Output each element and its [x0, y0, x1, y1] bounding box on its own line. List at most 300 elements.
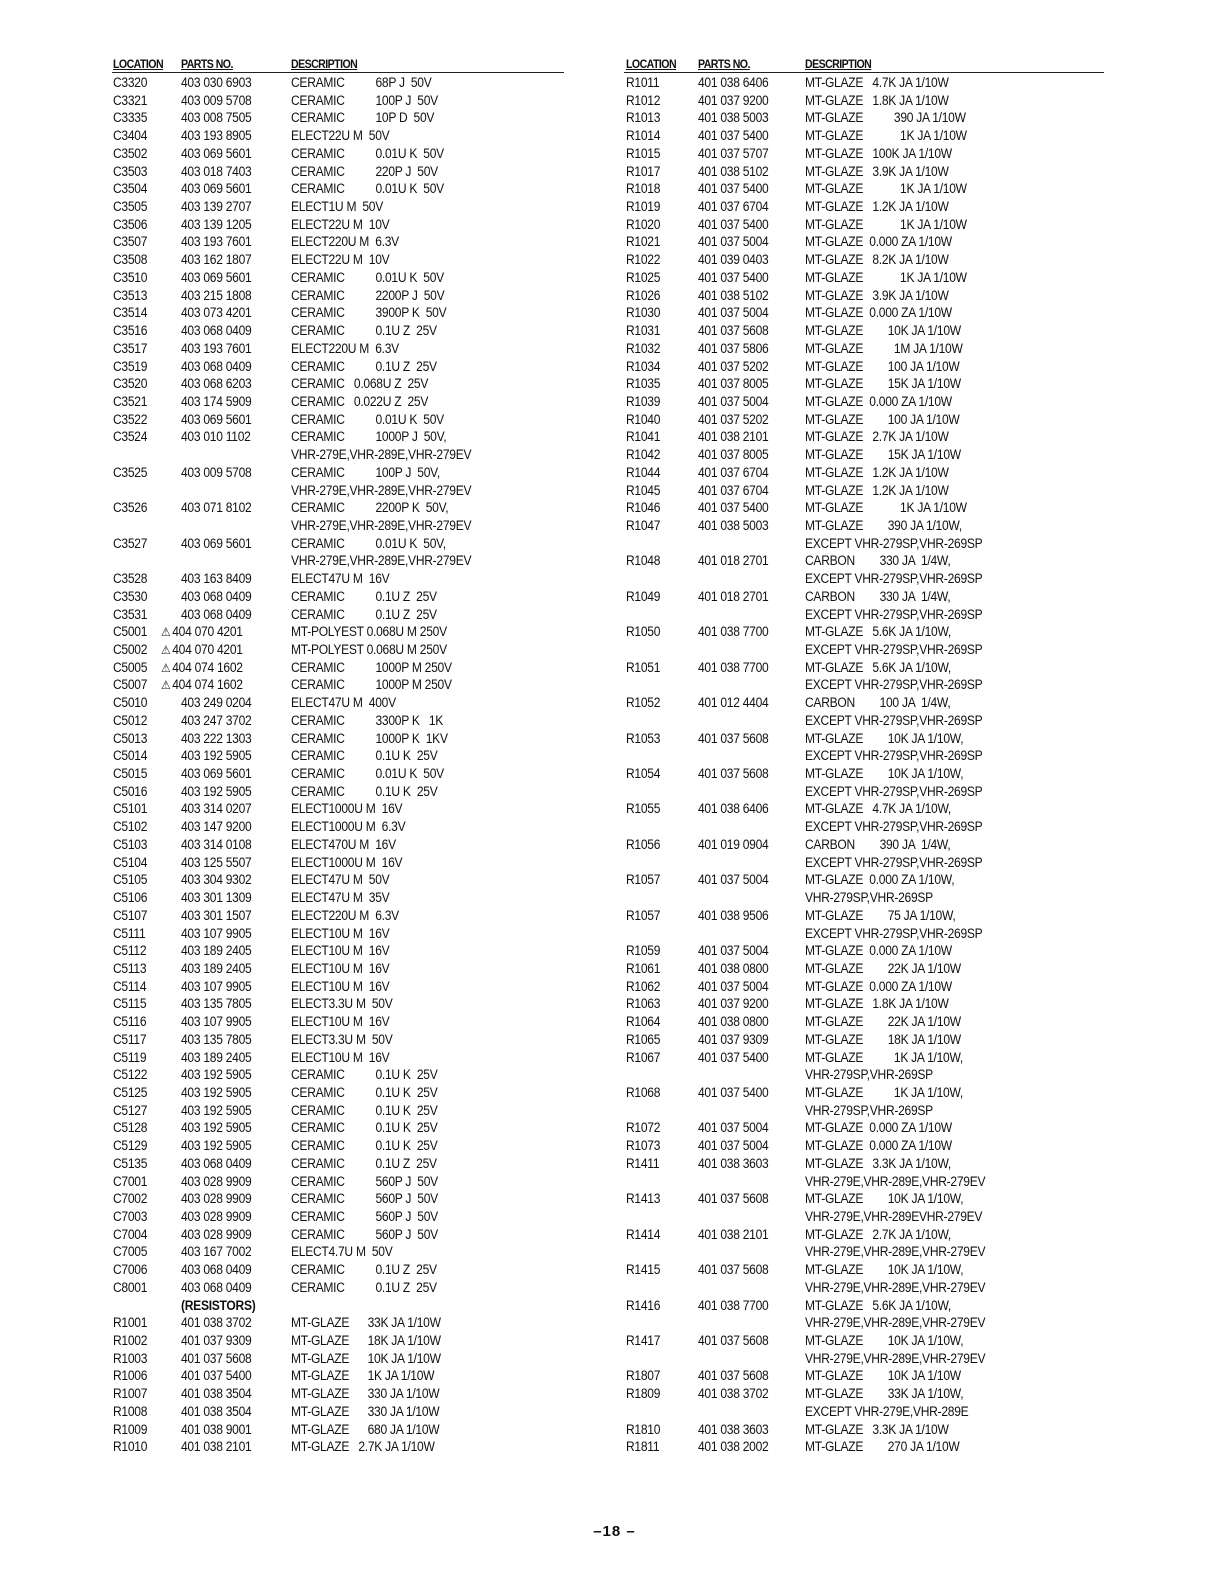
table-row: [624, 1049, 1104, 1067]
parts-no-cell: 403 249 0204: [181, 695, 252, 711]
parts-no-cell: 403 135 7805: [181, 996, 252, 1012]
parts-no-cell: 401 037 5400: [698, 269, 769, 285]
table-row: [624, 1243, 1104, 1261]
parts-no-cell: 401 037 5004: [698, 978, 769, 994]
description-cell: CERAMIC 0.01U K 50V: [291, 766, 444, 782]
table-row: [624, 570, 1104, 588]
location-cell: C5103: [113, 836, 148, 852]
description-cell: EXCEPT VHR-279SP,VHR-269SP: [805, 535, 983, 551]
table-row: [624, 854, 1104, 872]
location-cell: C3508: [113, 252, 148, 268]
location-cell: R1017: [626, 163, 661, 179]
description-cell: CERAMIC 0.1U K 25V: [291, 783, 438, 799]
table-row: [112, 978, 564, 996]
location-cell: R1072: [626, 1120, 661, 1136]
description-cell: MT-GLAZE 100K JA 1/10W: [805, 145, 952, 161]
description-cell: MT-GLAZE 15K JA 1/10W: [805, 447, 961, 463]
parts-no-cell: 403 068 0409: [181, 588, 252, 604]
description-cell: VHR-279SP,VHR-269SP: [805, 890, 933, 906]
table-row: [624, 1190, 1104, 1208]
location-cell: C5107: [113, 907, 148, 923]
location-cell: R1012: [626, 92, 661, 108]
description-cell: MT-GLAZE 3.9K JA 1/10W: [805, 163, 949, 179]
location-cell: R1411: [626, 1155, 660, 1171]
parts-no-cell: 403 192 5905: [181, 1084, 252, 1100]
parts-no-cell: 403 068 0409: [181, 358, 252, 374]
description-cell: MT-GLAZE 2.7K JA 1/10W: [291, 1439, 435, 1455]
table-row: [624, 925, 1104, 943]
location-cell: R1055: [626, 801, 661, 817]
location-cell: R1011: [626, 75, 660, 90]
location-cell: R1810: [626, 1421, 661, 1437]
description-cell: CERAMIC 0.068U Z 25V: [291, 376, 429, 392]
parts-no-cell: 403 192 5905: [181, 1120, 252, 1136]
description-cell: MT-GLAZE 390 JA 1/10W: [805, 110, 966, 126]
table-row: [112, 854, 564, 872]
description-cell: CERAMIC 10P D 50V: [291, 110, 435, 126]
table-header: [112, 58, 564, 73]
parts-no-cell: 401 037 5608: [698, 730, 769, 746]
table-row: [624, 659, 1104, 677]
location-cell: R1014: [626, 128, 661, 144]
table-row: [624, 1421, 1104, 1439]
table-row: [624, 694, 1104, 712]
parts-no-cell: 403 189 2405: [181, 943, 252, 959]
parts-no-cell: 403 139 2707: [181, 199, 252, 215]
description-cell: ELECT47U M 50V: [291, 872, 390, 888]
parts-no-cell: 403 008 7505: [181, 110, 252, 126]
table-row: [112, 499, 564, 517]
table-row: [624, 1066, 1104, 1084]
parts-no-cell: 401 038 6406: [698, 75, 769, 90]
description-cell: CERAMIC 0.1U Z 25V: [291, 606, 437, 622]
parts-no-cell: 403 163 8409: [181, 571, 252, 587]
parts-no-cell: 403 314 0207: [181, 801, 252, 817]
location-cell: C3516: [113, 323, 148, 339]
table-row: [112, 127, 564, 145]
description-cell: EXCEPT VHR-279SP,VHR-269SP: [805, 677, 983, 693]
location-cell: C5015: [113, 766, 148, 782]
description-cell: CERAMIC 0.1U K 25V: [291, 1084, 438, 1100]
description-cell: MT-GLAZE 5.6K JA 1/10W,: [805, 624, 951, 640]
parts-no-cell: 403 189 2405: [181, 960, 252, 976]
table-row: [112, 1279, 564, 1297]
table-row: [112, 1013, 564, 1031]
location-cell: C5122: [113, 1067, 148, 1083]
parts-no-cell: 401 038 7700: [698, 1297, 769, 1313]
location-cell: R1057: [626, 907, 661, 923]
parts-no-cell: 403 193 8905: [181, 128, 252, 144]
parts-no-cell: [161, 676, 243, 695]
description-cell: MT-GLAZE 1.2K JA 1/10W: [805, 199, 949, 215]
parts-no-cell: 403 028 9909: [181, 1173, 252, 1189]
location-cell: C7004: [113, 1226, 148, 1242]
location-cell: C5114: [113, 978, 147, 994]
description-cell: CERAMIC 1000P K 1KV: [291, 730, 448, 746]
table-row: [112, 871, 564, 889]
table-row: [112, 358, 564, 376]
header-location: LOCATION: [113, 59, 164, 71]
location-cell: C3521: [113, 393, 148, 409]
table-row: [112, 1226, 564, 1244]
parts-no-cell: 403 301 1507: [181, 907, 252, 923]
description-cell: CERAMIC 0.1U K 25V: [291, 1138, 438, 1154]
table-row: [112, 1385, 564, 1403]
location-cell: R1025: [626, 269, 661, 285]
description-cell: MT-GLAZE 33K JA 1/10W: [291, 1315, 441, 1331]
table-row: [112, 1297, 564, 1315]
parts-no-cell: 401 038 3603: [698, 1155, 769, 1171]
location-cell: R1056: [626, 836, 661, 852]
location-cell: C5135: [113, 1155, 148, 1171]
location-cell: R1046: [626, 500, 661, 516]
location-cell: C3526: [113, 500, 148, 516]
description-cell: MT-GLAZE 330 JA 1/10W: [291, 1403, 440, 1419]
table-row: [624, 198, 1104, 216]
parts-list-left-column: [112, 58, 564, 1456]
location-cell: R1062: [626, 978, 661, 994]
parts-no-cell: 401 037 5004: [698, 943, 769, 959]
parts-no-cell: 401 037 9200: [698, 996, 769, 1012]
table-row: [624, 1332, 1104, 1350]
description-cell: MT-GLAZE 100 JA 1/10W: [805, 411, 960, 427]
description-cell: ELECT220U M 6.3V: [291, 340, 399, 356]
parts-no-cell: 403 147 9200: [181, 819, 252, 835]
table-row: [112, 570, 564, 588]
description-cell: ELECT10U M 16V: [291, 978, 390, 994]
table-row: [624, 393, 1104, 411]
parts-no-cell: 401 038 5102: [698, 163, 769, 179]
description-cell: VHR-279SP,VHR-269SP: [805, 1102, 933, 1118]
description-cell: CERAMIC 0.1U Z 25V: [291, 1279, 437, 1295]
description-cell: CERAMIC 0.1U Z 25V: [291, 1155, 437, 1171]
description-cell: VHR-279E,VHR-289E,VHR-279EV: [805, 1244, 986, 1260]
description-cell: ELECT3.3U M 50V: [291, 996, 393, 1012]
table-row: [624, 1013, 1104, 1031]
table-row: [624, 978, 1104, 996]
location-cell: R1073: [626, 1138, 661, 1154]
table-row: [112, 340, 564, 358]
location-cell: C3320: [113, 75, 148, 90]
location-cell: C5014: [113, 748, 148, 764]
table-row: [112, 1421, 564, 1439]
location-cell: R1067: [626, 1049, 661, 1065]
parts-rows-left: [112, 74, 564, 1456]
location-cell: C5127: [113, 1102, 148, 1118]
parts-no-cell: [161, 659, 243, 678]
description-cell: MT-GLAZE 1.8K JA 1/10W: [805, 92, 949, 108]
table-row: [112, 606, 564, 624]
safety-warning-icon: ⚠: [161, 625, 171, 640]
table-row: [624, 109, 1104, 127]
parts-no-cell: 403 222 1303: [181, 730, 252, 746]
table-row: [624, 907, 1104, 925]
location-cell: C3531: [113, 606, 148, 622]
location-cell: R1030: [626, 305, 661, 321]
location-cell: C3527: [113, 535, 148, 551]
description-cell: CARBON 330 JA 1/4W,: [805, 553, 951, 569]
location-cell: C3510: [113, 269, 148, 285]
table-row: [112, 1173, 564, 1191]
location-cell: R1061: [626, 960, 661, 976]
description-cell: VHR-279E,VHR-289E,VHR-279EV: [805, 1279, 986, 1295]
table-row: [624, 747, 1104, 765]
location-cell: R1048: [626, 553, 661, 569]
location-cell: R1045: [626, 482, 661, 498]
parts-no-cell: 403 107 9905: [181, 978, 252, 994]
table-row: [112, 1261, 564, 1279]
header-parts-no: PARTS NO.: [181, 59, 233, 71]
location-cell: C3525: [113, 464, 148, 480]
parts-no-cell: 403 069 5601: [181, 766, 252, 782]
description-cell: ELECT470U M 16V: [291, 836, 396, 852]
description-cell: MT-GLAZE 8.2K JA 1/10W: [805, 252, 949, 268]
table-row: [624, 606, 1104, 624]
table-row: [112, 517, 564, 535]
parts-no-cell: 403 301 1309: [181, 890, 252, 906]
parts-no-cell: 401 037 5004: [698, 872, 769, 888]
table-row: [112, 1208, 564, 1226]
parts-no-cell: 401 037 9309: [698, 1031, 769, 1047]
parts-no-cell: 403 009 5708: [181, 464, 252, 480]
parts-no-cell: 401 019 0904: [698, 836, 769, 852]
location-cell: C5106: [113, 890, 148, 906]
description-cell: MT-GLAZE 3.9K JA 1/10W: [805, 287, 949, 303]
table-row: [112, 1367, 564, 1385]
location-cell: R1009: [113, 1421, 148, 1437]
description-cell: MT-GLAZE 1K JA 1/10W: [805, 181, 967, 197]
table-row: [624, 1279, 1104, 1297]
parts-no-text: 404 074 1602: [172, 677, 243, 693]
location-cell: C5016: [113, 783, 148, 799]
table-row: [624, 233, 1104, 251]
table-row: [624, 712, 1104, 730]
location-cell: C7006: [113, 1262, 148, 1278]
description-cell: MT-GLAZE 0.000 ZA 1/10W: [805, 943, 952, 959]
description-cell: VHR-279E,VHR-289E,VHR-279EV: [291, 553, 472, 569]
description-cell: MT-GLAZE 680 JA 1/10W: [291, 1421, 440, 1437]
table-row: [624, 446, 1104, 464]
description-cell: MT-GLAZE 3.3K JA 1/10W,: [805, 1155, 951, 1171]
parts-no-cell: 403 018 7403: [181, 163, 252, 179]
location-cell: C5013: [113, 730, 148, 746]
location-cell: C5002: [113, 642, 148, 657]
parts-no-cell: 401 037 5608: [698, 1368, 769, 1384]
parts-no-cell: 403 068 6203: [181, 376, 252, 392]
table-row: [624, 871, 1104, 889]
description-cell: VHR-279E,VHR-289E,VHR-279EV: [291, 482, 472, 498]
description-cell: ELECT47U M 35V: [291, 890, 390, 906]
table-row: [624, 1031, 1104, 1049]
parts-no-cell: 403 314 0108: [181, 836, 252, 852]
description-cell: CERAMIC 220P J 50V: [291, 163, 438, 179]
table-row: [112, 269, 564, 287]
parts-no-cell: 403 073 4201: [181, 305, 252, 321]
parts-no-cell: 401 037 5004: [698, 305, 769, 321]
description-cell: ELECT1000U M 16V: [291, 854, 403, 870]
table-row: [624, 482, 1104, 500]
table-row: [624, 1119, 1104, 1137]
table-row: [624, 641, 1104, 659]
parts-no-cell: 401 038 3702: [181, 1315, 252, 1331]
description-cell: MT-GLAZE 1K JA 1/10W: [291, 1368, 435, 1384]
description-cell: ELECT220U M 6.3V: [291, 907, 399, 923]
location-cell: R1035: [626, 376, 661, 392]
location-cell: R1007: [113, 1386, 148, 1402]
table-row: [112, 765, 564, 783]
parts-no-cell: 403 193 7601: [181, 234, 252, 250]
table-row: [624, 304, 1104, 322]
table-row: [112, 1155, 564, 1173]
location-cell: R1015: [626, 145, 661, 161]
parts-no-cell: 401 037 8005: [698, 447, 769, 463]
description-cell: CERAMIC 100P J 50V: [291, 92, 438, 108]
location-cell: C7003: [113, 1209, 148, 1224]
table-row: [112, 995, 564, 1013]
parts-no-cell: 401 037 5400: [698, 181, 769, 197]
table-row: [624, 358, 1104, 376]
table-row: [112, 1031, 564, 1049]
description-cell: CERAMIC 0.022U Z 25V: [291, 393, 429, 409]
parts-no-cell: 401 038 0800: [698, 1014, 769, 1030]
description-cell: EXCEPT VHR-279SP,VHR-269SP: [805, 642, 983, 657]
table-row: [624, 1226, 1104, 1244]
description-cell: MT-GLAZE 1.2K JA 1/10W: [805, 464, 949, 480]
description-cell: MT-GLAZE 10K JA 1/10W: [805, 1368, 961, 1384]
table-row: [624, 163, 1104, 181]
location-cell: R1413: [626, 1191, 661, 1207]
parts-no-text: 404 074 1602: [172, 659, 243, 675]
location-cell: R1013: [626, 110, 661, 126]
table-row: [624, 1084, 1104, 1102]
table-row: [112, 180, 564, 198]
description-cell: ELECT22U M 10V: [291, 216, 390, 232]
description-cell: MT-GLAZE 1K JA 1/10W: [805, 216, 967, 232]
table-row: [112, 694, 564, 712]
description-cell: ELECT4.7U M 50V: [291, 1244, 393, 1260]
description-cell: MT-GLAZE 4.7K JA 1/10W: [805, 75, 949, 90]
location-cell: R1068: [626, 1084, 661, 1100]
table-row: [112, 659, 564, 677]
location-cell: R1807: [626, 1368, 661, 1384]
parts-no-cell: 403 069 5601: [181, 145, 252, 161]
location-cell: C3504: [113, 181, 148, 197]
table-row: [624, 127, 1104, 145]
parts-no-cell: 403 215 1808: [181, 287, 252, 303]
location-cell: R1026: [626, 287, 661, 303]
table-row: [112, 198, 564, 216]
parts-no-cell: 401 038 6406: [698, 801, 769, 817]
location-cell: C3522: [113, 411, 148, 427]
description-cell: CERAMIC 0.1U K 25V: [291, 1102, 438, 1118]
parts-no-cell: 403 189 2405: [181, 1049, 252, 1065]
parts-no-cell: 401 039 0403: [698, 252, 769, 268]
description-cell: EXCEPT VHR-279SP,VHR-269SP: [805, 571, 983, 587]
description-cell: VHR-279E,VHR-289EVHR-279EV: [805, 1209, 983, 1224]
location-cell: R1032: [626, 340, 661, 356]
parts-no-cell: 403 167 7002: [181, 1244, 252, 1260]
table-row: [624, 517, 1104, 535]
description-cell: ELECT10U M 16V: [291, 960, 390, 976]
table-row: [624, 783, 1104, 801]
description-cell: MT-GLAZE 0.000 ZA 1/10W,: [805, 872, 955, 888]
description-cell: CERAMIC 3300P K 1K: [291, 712, 444, 728]
parts-no-cell: 403 028 9909: [181, 1209, 252, 1224]
description-cell: CERAMIC 0.1U Z 25V: [291, 1262, 437, 1278]
parts-no-cell: 403 135 7805: [181, 1031, 252, 1047]
table-row: [624, 1385, 1104, 1403]
parts-no-cell: 403 068 0409: [181, 1155, 252, 1171]
description-cell: MT-GLAZE 10K JA 1/10W,: [805, 766, 964, 782]
table-row: [112, 535, 564, 553]
parts-no-cell: 401 037 5004: [698, 393, 769, 409]
table-row: [112, 233, 564, 251]
location-cell: C3335: [113, 110, 148, 126]
location-cell: R1049: [626, 588, 661, 604]
table-row: [624, 216, 1104, 234]
location-cell: C3513: [113, 287, 148, 303]
parts-no-cell: 401 038 3702: [698, 1386, 769, 1402]
table-row: [624, 251, 1104, 269]
parts-no-cell: 401 037 5400: [698, 1084, 769, 1100]
parts-no-cell: [161, 623, 243, 642]
table-row: [624, 960, 1104, 978]
location-cell: R1811: [626, 1439, 660, 1455]
table-row: [112, 747, 564, 765]
parts-no-cell: 401 037 5202: [698, 411, 769, 427]
table-row: [112, 304, 564, 322]
description-cell: MT-GLAZE 1K JA 1/10W,: [805, 1084, 964, 1100]
safety-warning-icon: ⚠: [161, 660, 171, 675]
parts-no-cell: 403 192 5905: [181, 1138, 252, 1154]
parts-no-cell: (RESISTORS): [181, 1297, 256, 1313]
parts-no-cell: 403 028 9909: [181, 1191, 252, 1207]
description-cell: ELECT10U M 16V: [291, 925, 390, 941]
location-cell: C5113: [113, 960, 147, 976]
table-row: [624, 1102, 1104, 1120]
parts-no-cell: 401 012 4404: [698, 695, 769, 711]
parts-no-cell: 401 037 5004: [698, 1120, 769, 1136]
table-row: [624, 1155, 1104, 1173]
location-cell: C3404: [113, 128, 148, 144]
table-row: [112, 1350, 564, 1368]
location-cell: C5116: [113, 1014, 147, 1030]
table-row: [112, 109, 564, 127]
description-cell: VHR-279E,VHR-289E,VHR-279EV: [291, 517, 472, 533]
safety-warning-icon: ⚠: [161, 678, 171, 693]
description-cell: CERAMIC 3900P K 50V: [291, 305, 447, 321]
location-cell: C3507: [113, 234, 148, 250]
location-cell: R1022: [626, 252, 661, 268]
location-cell: C8001: [113, 1279, 148, 1295]
description-cell: ELECT10U M 16V: [291, 1014, 390, 1030]
location-cell: R1003: [113, 1350, 148, 1366]
location-cell: R1001: [113, 1315, 148, 1331]
parts-no-cell: 401 037 9309: [181, 1333, 252, 1349]
parts-no-cell: 403 174 5909: [181, 393, 252, 409]
location-cell: C3321: [113, 92, 148, 108]
description-cell: VHR-279SP,VHR-269SP: [805, 1067, 933, 1083]
table-row: [112, 818, 564, 836]
description-cell: CERAMIC 560P J 50V: [291, 1173, 438, 1189]
table-row: [112, 889, 564, 907]
parts-no-cell: 403 125 5507: [181, 854, 252, 870]
table-row: [624, 499, 1104, 517]
table-row: [624, 1438, 1104, 1456]
location-cell: R1065: [626, 1031, 661, 1047]
parts-no-cell: 403 107 9905: [181, 1014, 252, 1030]
description-cell: CERAMIC 560P J 50V: [291, 1191, 438, 1207]
